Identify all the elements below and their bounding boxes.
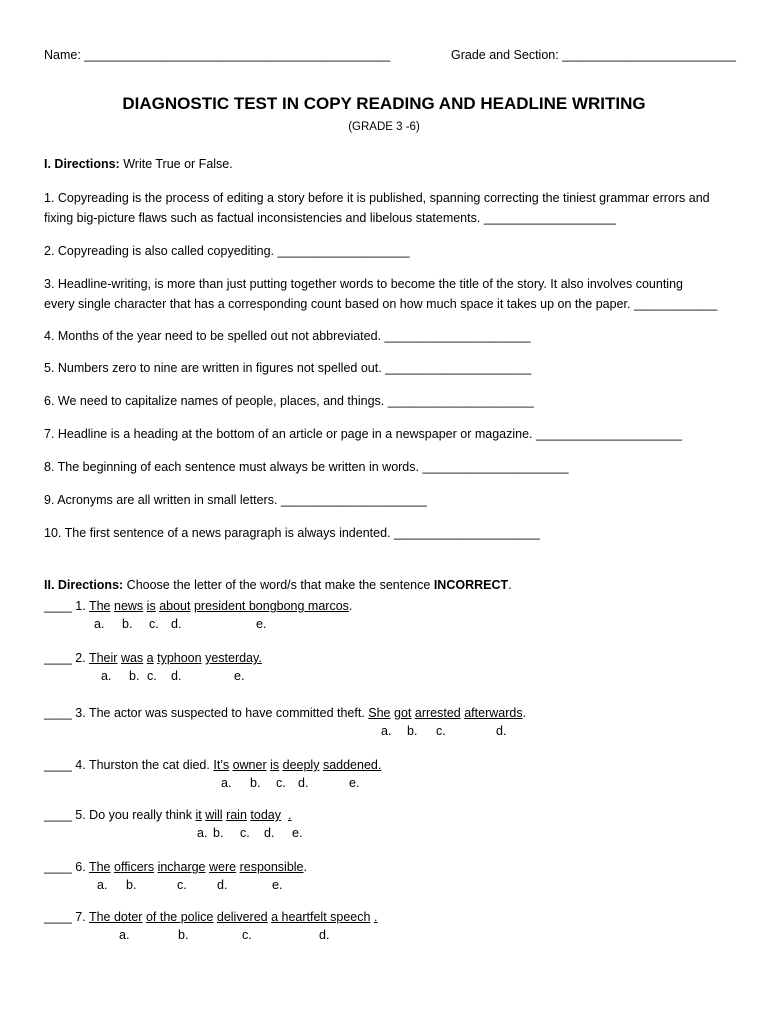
- underlined-word: today: [250, 808, 281, 822]
- choice-letter: c.: [177, 878, 187, 892]
- underlined-word: a heartfelt speech: [271, 910, 371, 924]
- underlined-word: arrested: [414, 706, 461, 720]
- choice-letter: b.: [126, 878, 137, 892]
- choice-letter: b.: [407, 724, 418, 738]
- question-8-line1: 8. The beginning of each sentence must always be written in words. _____________________: [44, 460, 569, 474]
- choice-letter: c.: [149, 617, 159, 631]
- question-3-line1: 3. Headline-writing, is more than just putting together words to become the title of the story. It also involves counting: [44, 277, 683, 291]
- question-5-line1: 5. Numbers zero to nine are written in figures not spelled out. _____________________: [44, 361, 532, 375]
- choice-letter: a.: [101, 669, 112, 683]
- part2-text: Choose the letter of the word/s that make the sentence: [126, 578, 431, 592]
- underlined-word: deeply: [282, 758, 320, 772]
- underlined-word: typhoon: [157, 651, 202, 665]
- underlined-word: .: [373, 910, 378, 924]
- answer-blank[interactable]: ____: [44, 808, 72, 822]
- mc-question-2: [44, 651, 262, 665]
- choice-letter: a.: [97, 878, 108, 892]
- answer-blank[interactable]: ____: [44, 651, 72, 665]
- question-7-line1: 7. Headline is a heading at the bottom of an article or page in a newspaper or magazine. _____________________: [44, 427, 682, 441]
- underlined-word: afterwards: [464, 706, 523, 720]
- part2-end: .: [508, 578, 512, 592]
- question-1-line2: fixing big-picture flaws such as factual inconsistencies and libelous statements. ___________________: [44, 211, 616, 225]
- part1-label: I. Directions:: [44, 157, 120, 171]
- underlined-word: is: [146, 599, 156, 613]
- choice-letter: b.: [178, 928, 189, 942]
- choice-letter: d.: [217, 878, 228, 892]
- choice-letter: c.: [436, 724, 446, 738]
- sentence-text: .: [303, 860, 307, 874]
- underlined-word: president bongbong marcos: [193, 599, 349, 613]
- underlined-word: officers: [114, 860, 155, 874]
- underlined-word: The: [88, 860, 111, 874]
- part2-directions: [44, 578, 512, 592]
- underlined-word: will: [205, 808, 223, 822]
- mc-question-3: [44, 706, 526, 720]
- page-title: DIAGNOSTIC TEST IN COPY READING AND HEADLINE WRITING: [122, 94, 646, 113]
- underlined-word: Their: [88, 651, 118, 665]
- choice-letter: b.: [129, 669, 140, 683]
- choice-letter: a.: [94, 617, 105, 631]
- choice-letter: c.: [240, 826, 250, 840]
- underlined-word: The doter: [88, 910, 143, 924]
- sentence-text: .: [522, 706, 527, 720]
- choice-letter: d.: [171, 669, 182, 683]
- answer-blank[interactable]: ____: [44, 910, 72, 924]
- question-3-line2: every single character that has a corresponding count based on how much space it takes up on the paper. ____________: [44, 297, 718, 311]
- underlined-word: about: [159, 599, 191, 613]
- question-2-line1: 2. Copyreading is also called copyediting. ___________________: [44, 244, 410, 258]
- choice-letter: d.: [298, 776, 309, 790]
- underlined-word: got: [394, 706, 412, 720]
- underlined-word: .: [287, 808, 292, 822]
- question-number: 6.: [71, 860, 89, 874]
- underlined-word: It’s: [213, 758, 230, 772]
- question-number: 4. Thurston the cat died.: [71, 758, 214, 772]
- underlined-word: She: [368, 706, 391, 720]
- choice-letter: c.: [147, 669, 157, 683]
- underlined-word: is: [270, 758, 280, 772]
- choice-letter: b.: [122, 617, 133, 631]
- grade-section-field[interactable]: [451, 48, 736, 62]
- choice-letter: e.: [292, 826, 303, 840]
- part2-emph: INCORRECT: [433, 578, 509, 592]
- answer-blank[interactable]: ____: [44, 706, 72, 720]
- underlined-word: a: [146, 651, 154, 665]
- choice-letter: c.: [276, 776, 286, 790]
- mc-question-1: [44, 599, 352, 613]
- mc-question-4: [44, 758, 381, 772]
- answer-blank[interactable]: ____: [44, 860, 72, 874]
- question-1-line1: 1. Copyreading is the process of editing a story before it is published, spanning correcting the tiniest grammar errors and: [44, 191, 710, 205]
- mc-question-6: [44, 860, 307, 874]
- answer-blank[interactable]: ____: [44, 599, 72, 613]
- choice-letter: b.: [213, 826, 224, 840]
- question-number: 1.: [71, 599, 89, 613]
- mc-question-7: [44, 910, 377, 924]
- underlined-word: news: [114, 599, 144, 613]
- choice-letter: a.: [381, 724, 392, 738]
- question-4-line1: 4. Months of the year need to be spelled out not abbreviated. _____________________: [44, 329, 531, 343]
- underlined-word: delivered: [216, 910, 268, 924]
- choice-letter: b.: [250, 776, 261, 790]
- choice-letter: c.: [242, 928, 252, 942]
- question-number: 3. The actor was suspected to have committed theft.: [71, 706, 369, 720]
- sentence-text: .: [348, 599, 353, 613]
- underlined-word: of the police: [145, 910, 214, 924]
- grade-blank[interactable]: _________________________: [562, 48, 737, 62]
- choice-letter: d.: [319, 928, 330, 942]
- question-number: 7.: [71, 910, 89, 924]
- underlined-word: responsible: [239, 860, 304, 874]
- question-10-line1: 10. The first sentence of a news paragraph is always indented. _____________________: [44, 526, 540, 540]
- question-9-line1: 9. Acronyms are all written in small letters. _____________________: [44, 493, 427, 507]
- part1-text: Write True or False.: [123, 157, 233, 171]
- grade-label: Grade and Section:: [451, 48, 559, 62]
- underlined-word: saddened.: [322, 758, 382, 772]
- question-6-line1: 6. We need to capitalize names of people, places, and things. _____________________: [44, 394, 534, 408]
- question-number: 5. Do you really think: [71, 808, 196, 822]
- name-blank[interactable]: ____________________________________________: [84, 48, 391, 62]
- page-subtitle: (GRADE 3 -6): [348, 121, 420, 133]
- choice-letter: a.: [119, 928, 130, 942]
- underlined-word: incharge: [157, 860, 206, 874]
- choice-letter: d.: [171, 617, 182, 631]
- choice-letter: e.: [256, 617, 267, 631]
- part2-label: II. Directions:: [44, 578, 124, 592]
- underlined-word: rain: [226, 808, 247, 822]
- mc-question-5: [44, 808, 291, 822]
- choice-letter: a.: [221, 776, 232, 790]
- name-label: Name:: [44, 48, 81, 62]
- underlined-word: The: [88, 599, 111, 613]
- part1-directions: [44, 157, 233, 171]
- underlined-word: yesterday.: [205, 651, 262, 665]
- question-number: 2.: [71, 651, 89, 665]
- underlined-word: it: [195, 808, 202, 822]
- underlined-word: was: [120, 651, 144, 665]
- underlined-word: owner: [232, 758, 267, 772]
- choice-letter: e.: [349, 776, 360, 790]
- name-field[interactable]: [44, 48, 390, 62]
- answer-blank[interactable]: ____: [44, 758, 72, 772]
- sentence-text: [281, 808, 288, 822]
- choice-letter: a.: [197, 826, 208, 840]
- choice-letter: e.: [272, 878, 283, 892]
- choice-letter: d.: [264, 826, 275, 840]
- underlined-word: were: [209, 860, 237, 874]
- choice-letter: e.: [234, 669, 245, 683]
- choice-letter: d.: [496, 724, 507, 738]
